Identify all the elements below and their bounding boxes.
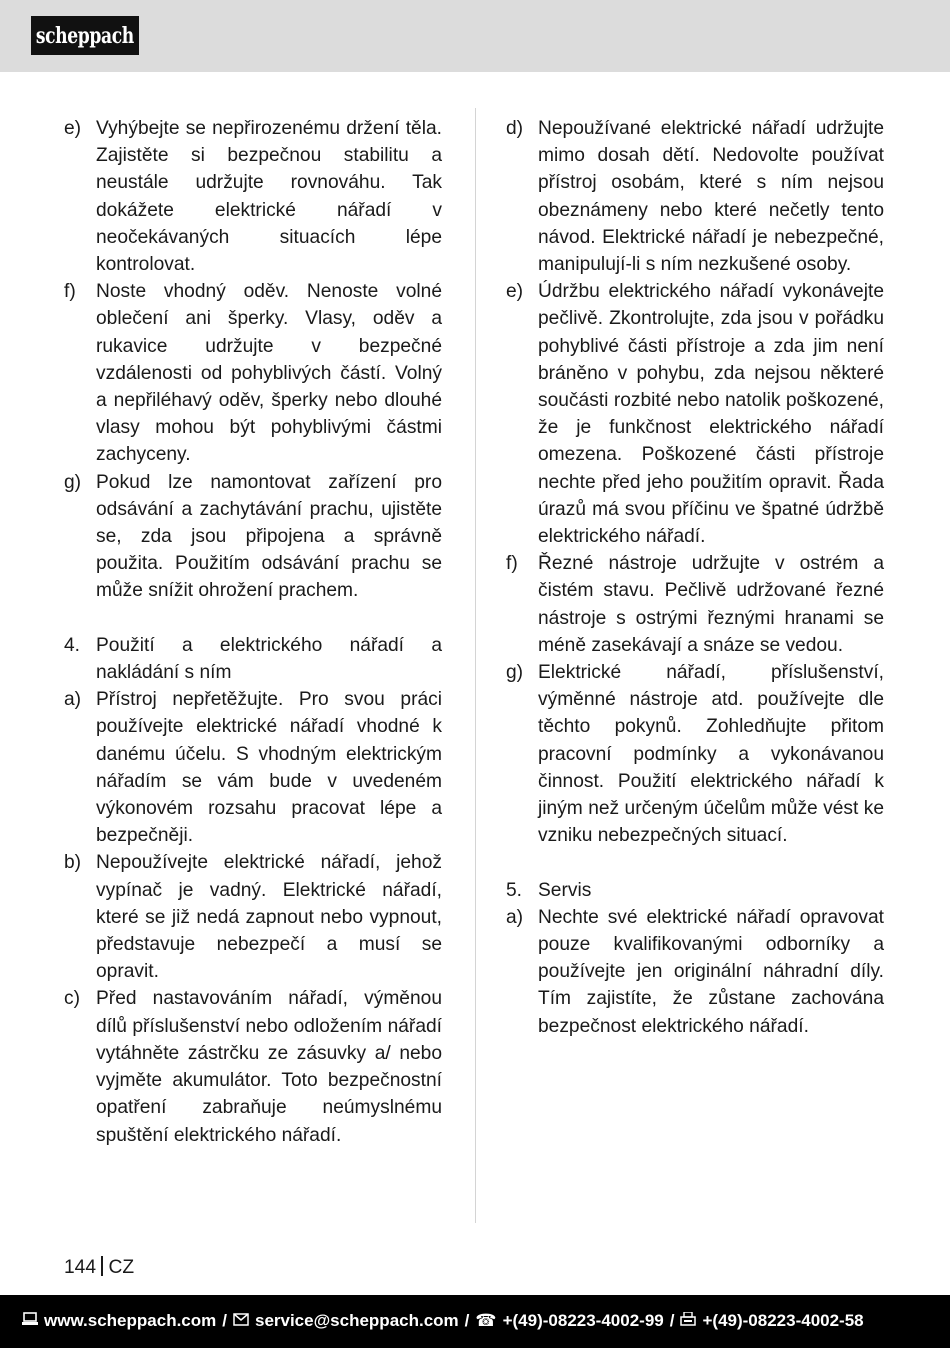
item-label: g) [506, 662, 524, 684]
right-column [506, 115, 884, 1040]
item-label: a) [506, 906, 524, 928]
section-number: 5. [506, 879, 523, 901]
list-item [506, 659, 884, 849]
page-footer [0, 1295, 950, 1348]
envelope-icon [233, 1294, 249, 1347]
website-link[interactable]: www.scheppach.com [44, 1310, 217, 1330]
item-text: Pokud lze namontovat zařízení pro odsávání a zachytávání prachu, ujistěte se, zda jsou připojena a správně použita. Použitím odsávání prachu se může snížit ohrožení prachem. [96, 471, 442, 602]
list-item [64, 469, 442, 605]
item-label: f) [506, 553, 518, 575]
footer-separator: / [464, 1310, 470, 1330]
page-number [64, 1256, 134, 1280]
list-item [64, 686, 442, 849]
section-heading [506, 877, 884, 904]
list-item [64, 278, 442, 468]
brand-name: scheppach [35, 22, 135, 49]
section-title: Použití a elektrického nářadí a nakládání s ním [96, 634, 442, 684]
item-text: Noste vhodný oděv. Nenoste volné oblečení ani šperky. Vlasy, oděv a rukavice udržujte v bezpečné vzdálenosti od pohyblivých částí. Volný a nepřiléhavý oděv, šperky nebo dlouhé vlasy mohou být pohyblivými částmi zachyceny. [96, 281, 442, 466]
item-label: f) [64, 281, 76, 303]
list-item [64, 985, 442, 1148]
item-text: Nepoužívejte elektrické nářadí, jehož vypínač je vadný. Elektrické nářadí, které se již nedá zapnout nebo vypnout, představuje nebezpečí a musí se opravit. [96, 852, 442, 983]
scheppach-logo [31, 16, 139, 55]
item-text: Přístroj nepřetěžujte. Pro svou práci používejte elektrické nářadí vhodné k danému účelu. S vhodným elektrickým nářadím se vám bude v uvedeném výkonovém rozsahu pracovat lépe a bezpečněji. [96, 689, 442, 847]
item-text: Vyhýbejte se nepřirozenému držení těla. Zajistěte si bezpečnou stabilitu a neustále udržujte rovnováhu. Tak dokážete elektrické nářadí v neočekávaných situacích lépe kontrolovat. [96, 118, 442, 276]
item-text: Údržbu elektrického nářadí vykonávejte pečlivě. Zkontrolujte, zda jsou v pořádku pohyblivé části přístroje a zda jim není bráněno v pohybu, zda nejsou některé součásti rozbité nebo natolik poškozené, že je funkčnost elektrického nářadí omezena. Poškozené části přístroje nechte před jeho použitím opravit. Řada úrazů má svou příčinu ve špatné údržbě elektrického nářadí. [538, 281, 884, 548]
computer-icon [22, 1294, 38, 1347]
list-item [64, 115, 442, 278]
section-number: 4. [64, 634, 81, 656]
item-text: Před nastavováním nářadí, výměnou dílů příslušenství nebo odložením nářadí vytáhněte zástrčku ze zásuvky a/ nebo vyjměte akumulátor. Toto bezpečnostní opatření zabraňuje neúmyslnému spuštění elektrického nářadí. [96, 988, 442, 1146]
page-separator [101, 1256, 103, 1276]
item-text: Nechte své elektrické nářadí opravovat pouze kvalifikovanými odborníky a používejte jen originální náhradní díly. Tím zajistíte, že zůstane zachována bezpečnost elektrického nářadí. [538, 906, 884, 1037]
fax-number: +(49)-08223-4002-58 [702, 1310, 864, 1330]
item-label: e) [506, 281, 524, 303]
list-item [506, 115, 884, 278]
item-text: Elektrické nářadí, příslušenství, výměnné nástroje atd. používejte dle těchto pokynů. Zohledňujte přitom pracovní podmínky a vykonávanou činnost. Použití elektrického nářadí k jiným než určeným účelům může vést ke vzniku nebezpečných situací. [538, 662, 884, 847]
item-text: Nepoužívané elektrické nářadí udržujte mimo dosah dětí. Nedovolte používat přístroj osobám, které s ním nejsou obeznámeny nebo které nečetly tento návod. Elektrické nářadí je nebezpečné, manipulují-li s ním nezkušené osoby. [538, 118, 884, 276]
column-divider [475, 108, 476, 1223]
list-item [506, 550, 884, 659]
section-title: Servis [538, 879, 592, 901]
page-header [0, 0, 950, 72]
phone-number: +(49)-08223-4002-99 [502, 1310, 664, 1330]
email-link[interactable]: service@scheppach.com [254, 1310, 459, 1330]
item-label: c) [64, 988, 80, 1010]
list-item [506, 904, 884, 1040]
item-text: Řezné nástroje udržujte v ostrém a čistém stavu. Pečlivě udržované řezné nástroje s ostrými řeznými hranami se méně zasekávají a snáze se vedou. [538, 553, 884, 656]
list-item [506, 278, 884, 550]
item-label: e) [64, 118, 82, 139]
item-label: b) [64, 852, 82, 874]
list-item [64, 849, 442, 985]
telephone-icon: ☎ [475, 1310, 497, 1330]
footer-separator: / [222, 1310, 227, 1330]
language-code: CZ [108, 1257, 135, 1278]
page-number-value: 144 [64, 1257, 97, 1278]
footer-separator: / [669, 1310, 675, 1330]
section-heading [64, 632, 442, 686]
item-label: g) [64, 471, 82, 493]
item-label: d) [506, 118, 524, 139]
left-column [64, 115, 442, 1149]
fax-icon [680, 1294, 696, 1347]
item-label: a) [64, 689, 82, 711]
